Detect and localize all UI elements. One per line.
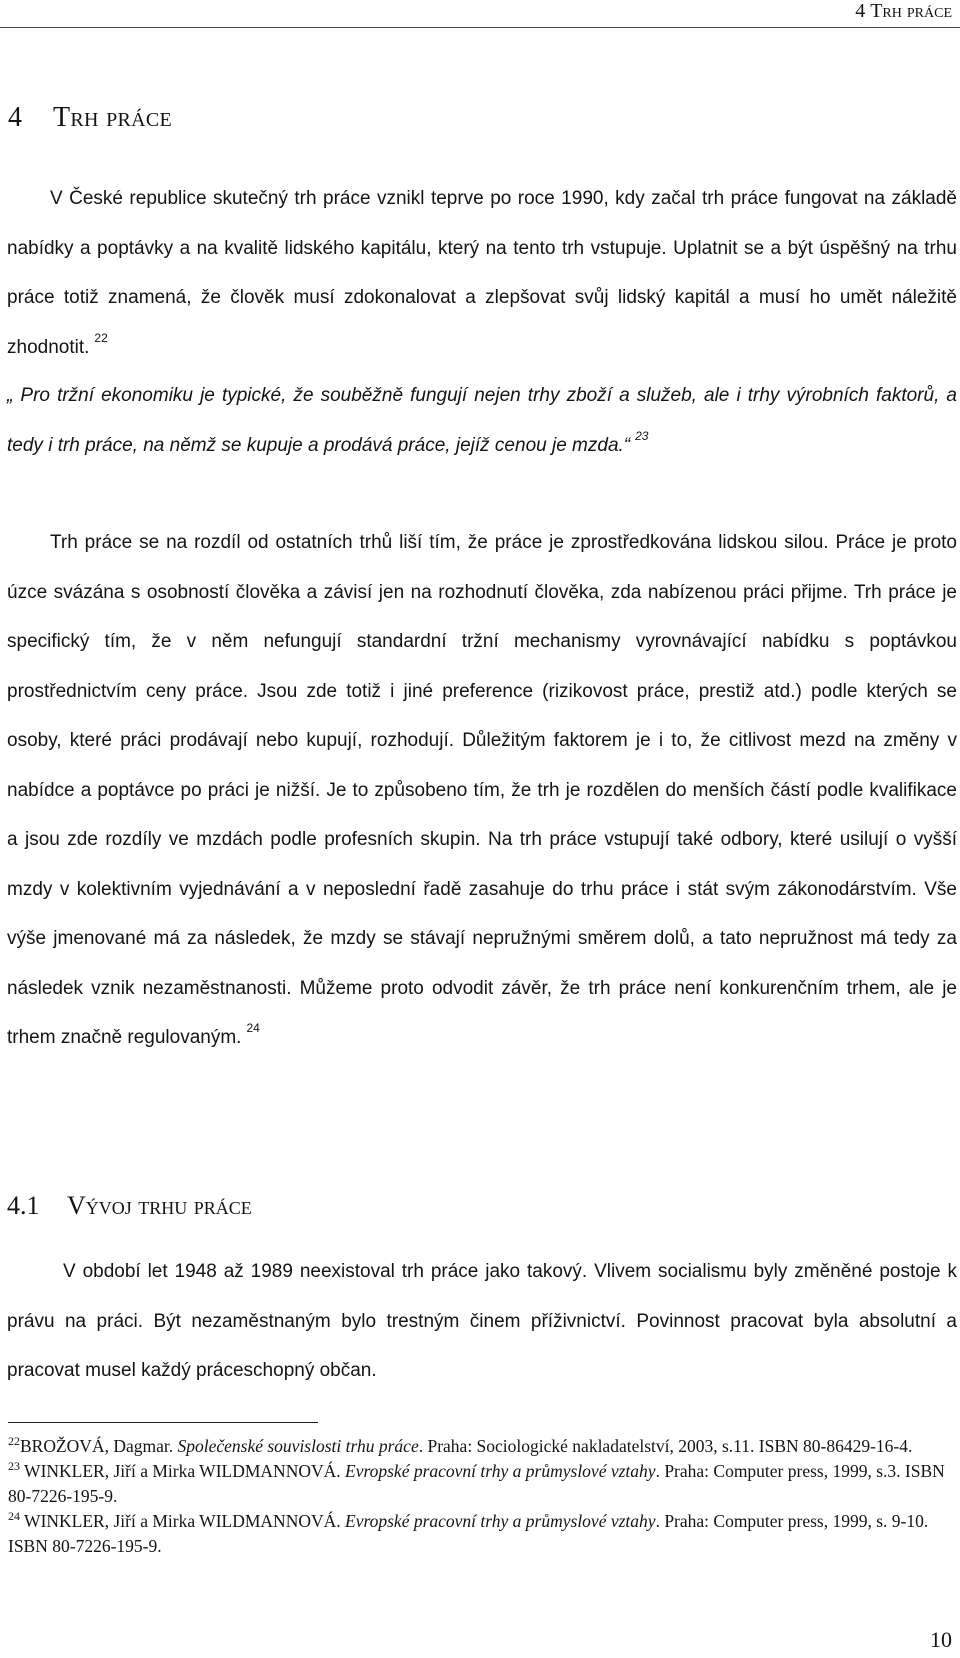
chapter-title: Trh práce bbox=[53, 102, 173, 133]
footnotes bbox=[8, 1434, 953, 1559]
footnote-author: WINKLER, Jiří a Mirka WILDMANNOVÁ. bbox=[20, 1461, 345, 1481]
footnote-ref-23: 23 bbox=[635, 428, 649, 443]
page-number: 10 bbox=[930, 1627, 952, 1652]
footnote-author: WINKLER, Jiří a Mirka WILDMANNOVÁ. bbox=[20, 1511, 345, 1531]
footnote-ref-22: 22 bbox=[94, 330, 108, 345]
footnote-rest: . Praha: Computer press, 1999, s.3. ISBN 80-7226-195-9. bbox=[8, 1461, 945, 1506]
footnote-22 bbox=[8, 1434, 953, 1459]
paragraph-main-text: Trh práce se na rozdíl od ostatních trhů liší tím, že práce je zprostředkována lidskou silou. Práce je proto úzce svázána s osobností člověka a závisí jen na rozhodnutí člověka, zda nabízenou práci přijme. Trh práce je specifický tím, že v něm nefungují standardní tržní mechanismy vyrovnávající nabídku s poptávkou prostřednictvím ceny práce. Jsou zde totiž i jiné preference (rizikovost práce, prestiž atd.) podle kterých se osoby, které práci prodávají nebo kupují, rozhodují. Důležitým faktorem je i to, že citlivost mezd na změny v nabídce a poptávce po práci je nižší. Je to způsobeno tím, že trh je rozdělen do menších částí podle kvalifikace a jsou zde rozdíly ve mzdách podle profesních skupin. Na trh práce vstupují také odbory, které usilují o vyšší mzdy v kolektivním vyjednávání a v neposlední řadě zasahuje do trhu práce i stát svým zákonodárstvím. Vše výše jmenované má za následek, že mzdy se stávají nepružnými směrem dolů, a tato nepružnost má tedy za následek vznik nezaměstnanosti. Můžeme proto odvodit závěr, že trh práce není konkurenčním trhem, ale je trhem značně regulovaným. bbox=[7, 532, 957, 1048]
quotation bbox=[7, 371, 957, 470]
footnote-23 bbox=[8, 1459, 953, 1509]
paragraph-main bbox=[7, 518, 957, 1063]
section-number: 4.1 bbox=[7, 1191, 40, 1220]
footnote-rest: . Praha: Computer press, 1999, s. 9-10. ISBN 80-7226-195-9. bbox=[8, 1511, 929, 1556]
footnote-number: 23 bbox=[8, 1459, 20, 1473]
chapter-heading bbox=[8, 101, 172, 135]
running-header-number: 4 bbox=[855, 0, 866, 22]
running-header bbox=[0, 0, 960, 28]
footnote-number: 24 bbox=[8, 1509, 20, 1523]
footnote-separator bbox=[8, 1422, 318, 1423]
paragraph-intro-text: V České republice skutečný trh práce vznikl teprve po roce 1990, kdy začal trh práce fungovat na základě nabídky a poptávky a na kvalitě lidského kapitálu, který na tento trh vstupuje. Uplatnit se a být úspěšný na trhu práce totiž znamená, že člověk musí zdokonalovat a zlepšovat svůj lidský kapitál a musí ho umět náležitě zhodnotit. bbox=[7, 188, 957, 358]
footnote-number: 22 bbox=[8, 1434, 20, 1448]
footnote-ref-24: 24 bbox=[246, 1021, 260, 1035]
quotation-text: „ Pro tržní ekonomiku je typické, že souběžně fungují nejen trhy zboží a služeb, ale i trhy výrobních faktorů, a tedy i trh práce, na němž se kupuje a prodává práce, jejíž cenou je mzda.“ bbox=[7, 385, 957, 456]
running-header-text bbox=[855, 0, 952, 22]
section-heading bbox=[7, 1191, 252, 1221]
paragraph-intro bbox=[7, 174, 957, 372]
footnote-24 bbox=[8, 1509, 953, 1559]
footnote-rest: . Praha: Sociologické nakladatelství, 2003, s.11. ISBN 80-86429-16-4. bbox=[418, 1436, 913, 1456]
chapter-number: 4 bbox=[8, 102, 23, 133]
footnote-title: Evropské pracovní trhy a průmyslové vztahy bbox=[345, 1461, 656, 1481]
footnote-author: BROŽOVÁ, Dagmar. bbox=[20, 1436, 178, 1456]
paragraph-section-text: V období let 1948 až 1989 neexistoval trh práce jako takový. Vlivem socialismu byly změněné postoje k právu na práci. Být nezaměstnaným bylo trestným činem příživnictví. Povinnost pracovat byla absolutní a pracovat musel každý práceschopný občan. bbox=[7, 1261, 957, 1381]
footnote-title: Společenské souvislosti trhu práce bbox=[177, 1436, 419, 1456]
paragraph-section bbox=[7, 1247, 957, 1396]
section-title: Vývoj trhu práce bbox=[67, 1191, 252, 1220]
footnote-title: Evropské pracovní trhy a průmyslové vztahy bbox=[345, 1511, 656, 1531]
running-header-title: Trh práce bbox=[870, 0, 952, 22]
